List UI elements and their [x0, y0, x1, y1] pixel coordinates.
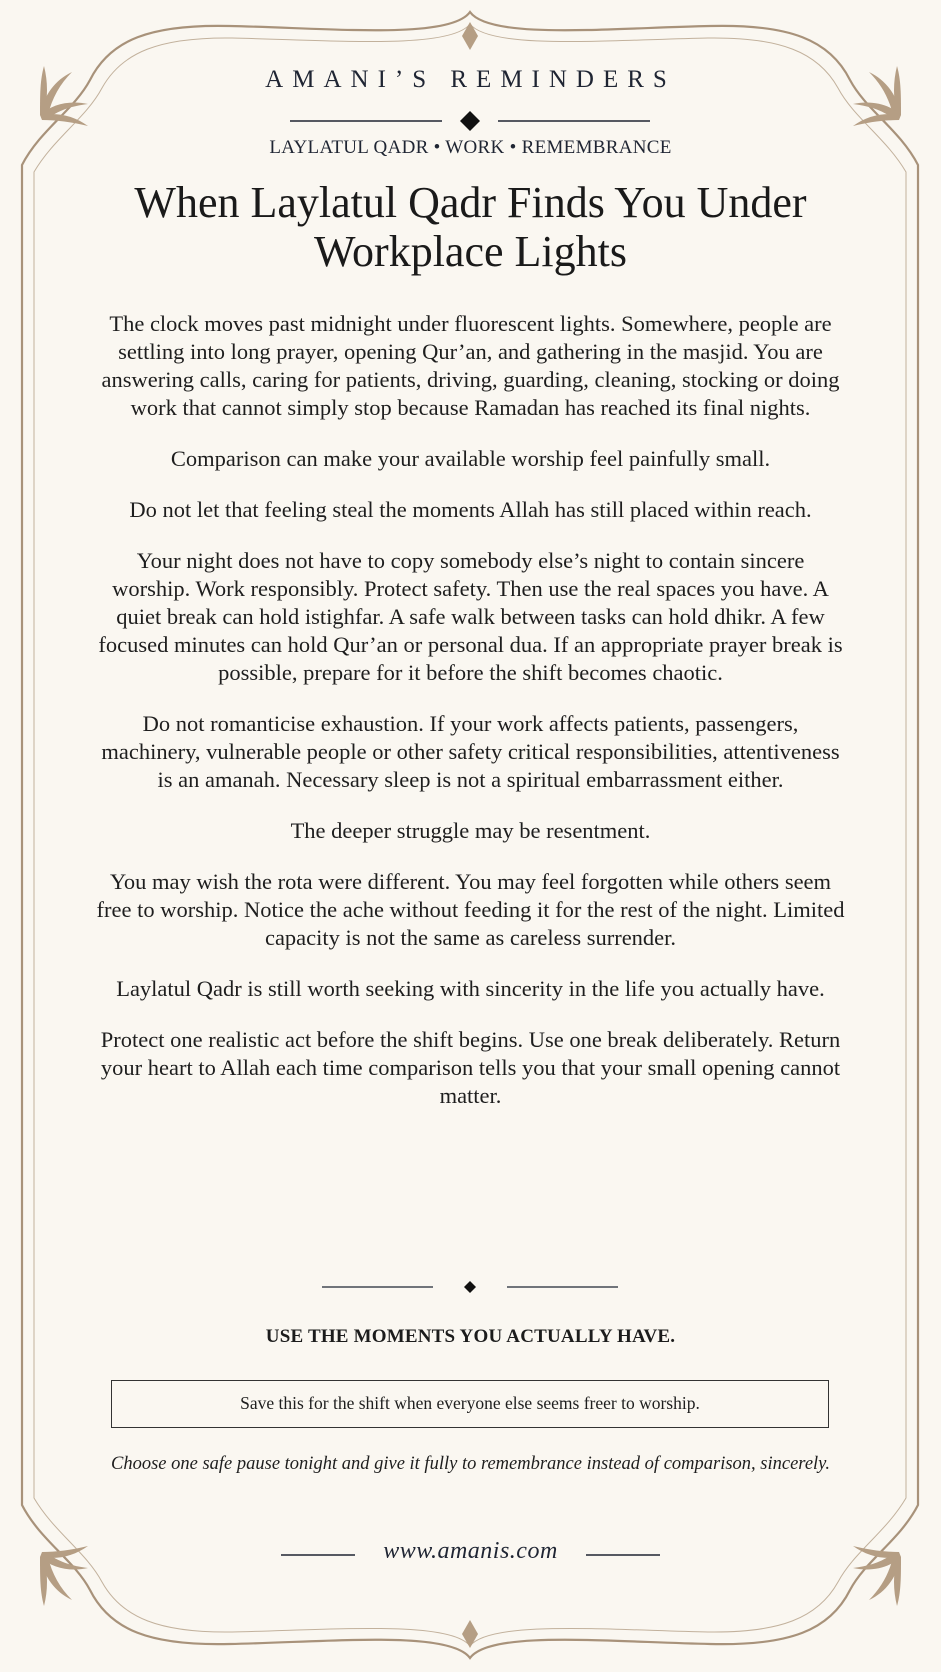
paragraph: Your night does not have to copy somebody else’s night to contain sincere worship. Work responsibly. Protect safety. Then use the real spaces you have. A quiet break can hold istighfar. A safe walk between tasks can hold dhikr. A few focused minutes can hold Qur’an or personal dua. If an appropriate prayer break is possible, prepare for it before the shift becomes chaotic. [98, 548, 843, 685]
brand-name: AMANI’S REMINDERS [265, 66, 676, 93]
paragraph: Do not romanticise exhaustion. If your work affects patients, passengers, machinery, vulnerable people or other safety critical responsibilities, attentiveness is an amanah. Necessary sleep is not a spiritual embarrassment either. [101, 711, 840, 792]
header-divider-diamond [460, 111, 480, 131]
paragraph: Do not let that feeling steal the moments Allah has still placed within reach. [129, 497, 812, 522]
closing-note: Choose one safe pause tonight and give it fully to remembrance instead of comparison, sincerely. [111, 1454, 830, 1474]
paragraph: The deeper struggle may be resentment. [290, 818, 651, 843]
save-note-box: Save this for the shift when everyone else seems freer to worship. [111, 1380, 829, 1428]
bottom-diamond [462, 1620, 478, 1648]
reminder-body [95, 310, 846, 1133]
paragraph: The clock moves past midnight under fluorescent lights. Somewhere, people are settling into long prayer, opening Qur’an, and gathering in the masjid. You are answering calls, caring for patients, driving, guarding, cleaning, stocking or doing work that cannot simply stop because Ramadan has reached its final nights. [101, 311, 840, 420]
website-url: www.amanis.com [383, 1538, 558, 1564]
page-title: When Laylatul Qadr Finds You Under Workplace Lights [134, 178, 807, 276]
paragraph: Laylatul Qadr is still worth seeking with sincerity in the life you actually have. [116, 976, 825, 1001]
top-diamond [462, 22, 478, 50]
section-divider-diamond [464, 1281, 476, 1293]
paragraph: You may wish the rota were different. You may feel forgotten while others seem free to worship. Notice the ache without feeding it for the rest of the night. Limited capacity is not the same as careless surrender. [96, 869, 845, 950]
paragraph: Protect one realistic act before the shift begins. Use one break deliberately. Return your heart to Allah each time comparison tells you that your small opening cannot matter. [100, 1027, 841, 1108]
topic-tags: LAYLATUL QADR • WORK • REMEMBRANCE [269, 137, 672, 158]
call-to-action: USE THE MOMENTS YOU ACTUALLY HAVE. [265, 1326, 676, 1347]
paragraph: Comparison can make your available worship feel painfully small. [170, 446, 771, 471]
